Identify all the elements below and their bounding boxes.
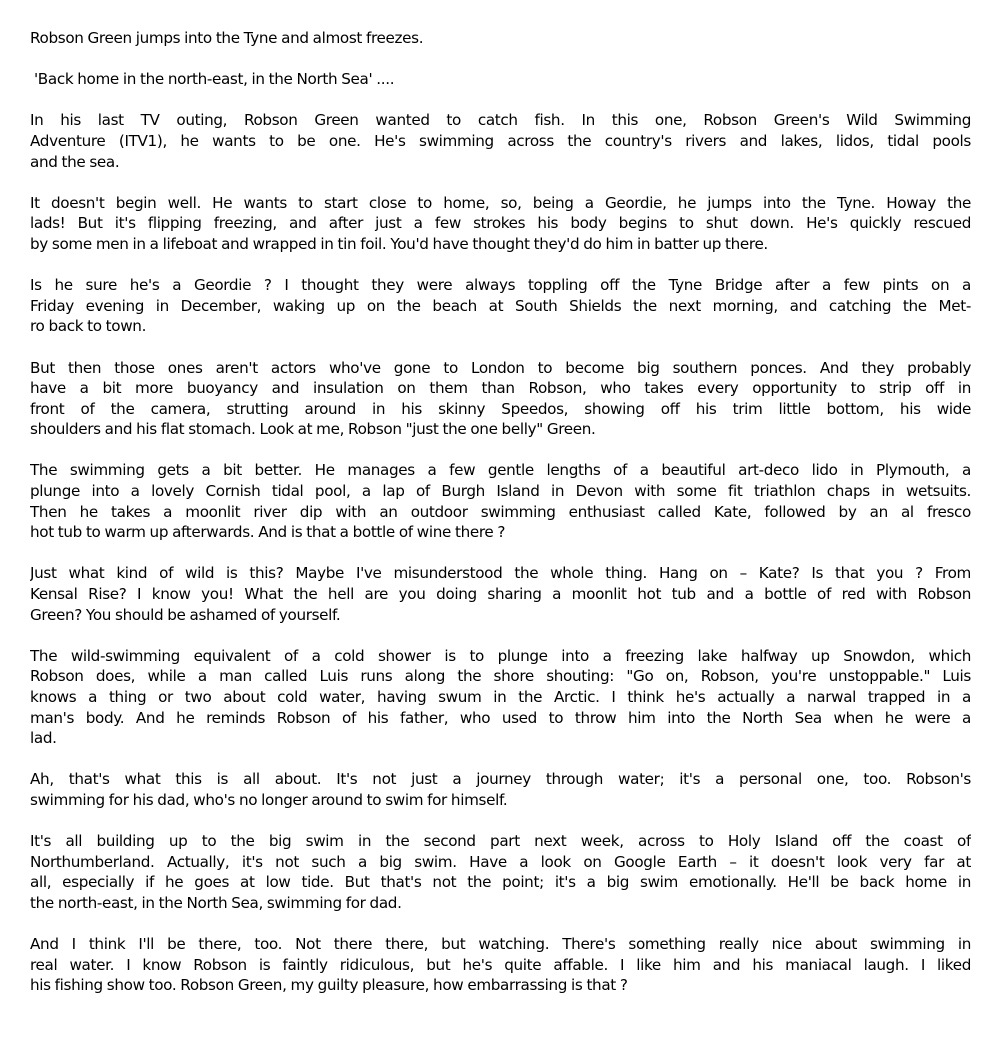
paragraph-line: man's body. And he reminds Robson of his father, who used to throw him into the North Sea when he were a xyxy=(30,708,971,727)
paragraph-line: lads! But it's flipping freezing, and after just a few strokes his body begins to shut down. He's quickly rescued xyxy=(30,214,971,233)
article-title xyxy=(30,28,971,49)
paragraph-10 xyxy=(30,934,971,996)
paragraph-6 xyxy=(30,563,971,625)
paragraph-1 xyxy=(30,110,971,172)
paragraph-line: The swimming gets a bit better. He manages a few gentle lengths of a beautiful art-deco lido in Plymouth, a xyxy=(30,461,971,480)
paragraph-line: The wild-swimming equivalent of a cold shower is to plunge into a freezing lake halfway up Snowdon, which xyxy=(30,646,971,665)
paragraph-line: But then those ones aren't actors who've gone to London to become big southern ponces. And they probably xyxy=(30,358,971,377)
paragraph-line: ro back to town. xyxy=(30,317,147,336)
paragraph-line: It's all building up to the big swim in the second part next week, across to Holy Island off the coast of xyxy=(30,832,971,851)
paragraph-line: have a bit more buoyancy and insulation on them than Robson, who takes every opportunity to strip off in xyxy=(30,379,971,398)
paragraph-line: Is he sure he's a Geordie ? I thought they were always toppling off the Tyne Bridge after a few pints on a xyxy=(30,276,971,295)
paragraph-line: Northumberland. Actually, it's not such a big swim. Have a look on Google Earth – it doesn't look very far at xyxy=(30,852,971,871)
paragraph-line: In his last TV outing, Robson Green wanted to catch fish. In this one, Robson Green's Wild Swimming xyxy=(30,111,971,130)
paragraph-line: front of the camera, strutting around in his skinny Speedos, showing off his trim little bottom, his wide xyxy=(30,399,971,418)
paragraph-line: and the sea. xyxy=(30,152,120,171)
paragraph-line: the north-east, in the North Sea, swimming for dad. xyxy=(30,893,402,912)
paragraph-line: hot tub to warm up afterwards. And is that a bottle of wine there ? xyxy=(30,523,506,542)
paragraph-line: all, especially if he goes at low tide. But that's not the point; it's a big swim emotionally. He'll be back home in xyxy=(30,873,971,892)
paragraph-line: Then he takes a moonlit river dip with an outdoor swimming enthusiast called Kate, followed by an al fresco xyxy=(30,502,971,521)
title-text: Robson Green jumps into the Tyne and almost freezes. xyxy=(30,29,424,47)
paragraph-4 xyxy=(30,358,971,440)
paragraph-line: by some men in a lifeboat and wrapped in tin foil. You'd have thought they'd do him in batter up there. xyxy=(30,234,768,253)
paragraph-line: plunge into a lovely Cornish tidal pool, a lap of Burgh Island in Devon with some fit triathlon chaps in wetsuits. xyxy=(30,482,971,501)
paragraph-line: It doesn't begin well. He wants to start close to home, so, being a Geordie, he jumps into the Tyne. Howay the xyxy=(30,193,971,212)
paragraph-line: swimming for his dad, who's no longer around to swim for himself. xyxy=(30,790,508,809)
paragraph-7 xyxy=(30,646,971,749)
paragraph-line: his fishing show too. Robson Green, my guilty pleasure, how embarrassing is that ? xyxy=(30,976,628,995)
paragraph-line: Adventure (ITV1), he wants to be one. He's swimming across the country's rivers and lakes, lidos, tidal pools xyxy=(30,131,971,150)
paragraph-line: lad. xyxy=(30,729,57,748)
paragraph-8 xyxy=(30,769,971,810)
article-subtitle xyxy=(30,69,971,90)
paragraph-line: Ah, that's what this is all about. It's not just a journey through water; it's a personal one, too. Robson's xyxy=(30,770,971,789)
paragraph-line: shoulders and his flat stomach. Look at me, Robson "just the one belly" Green. xyxy=(30,420,596,439)
paragraph-9 xyxy=(30,831,971,913)
paragraph-line: And I think I'll be there, too. Not there there, but watching. There's something really nice about swimming in xyxy=(30,935,971,954)
paragraph-line: real water. I know Robson is faintly ridiculous, but he's quite affable. I like him and his maniacal laugh. I liked xyxy=(30,955,971,974)
paragraph-2 xyxy=(30,193,971,255)
subtitle-text: 'Back home in the north-east, in the North Sea' .... xyxy=(30,70,395,89)
paragraph-5 xyxy=(30,460,971,542)
paragraph-line: Kensal Rise? I know you! What the hell are you doing sharing a moonlit hot tub and a bottle of red with Robson xyxy=(30,585,971,604)
paragraph-line: Green? You should be ashamed of yourself. xyxy=(30,605,341,624)
paragraph-line: Robson does, while a man called Luis runs along the shore shouting: "Go on, Robson, you're unstoppable." Luis xyxy=(30,667,971,686)
article xyxy=(30,28,971,1017)
paragraph-line: knows a thing or two about cold water, having swum in the Arctic. I think he's actually a narwal trapped in a xyxy=(30,688,971,706)
paragraph-line: Friday evening in December, waking up on the beach at South Shields the next morning, and catching the Met- xyxy=(30,296,971,315)
paragraph-3 xyxy=(30,275,971,337)
paragraph-line: Just what kind of wild is this? Maybe I've misunderstood the whole thing. Hang on – Kate? Is that you ? From xyxy=(30,564,971,583)
